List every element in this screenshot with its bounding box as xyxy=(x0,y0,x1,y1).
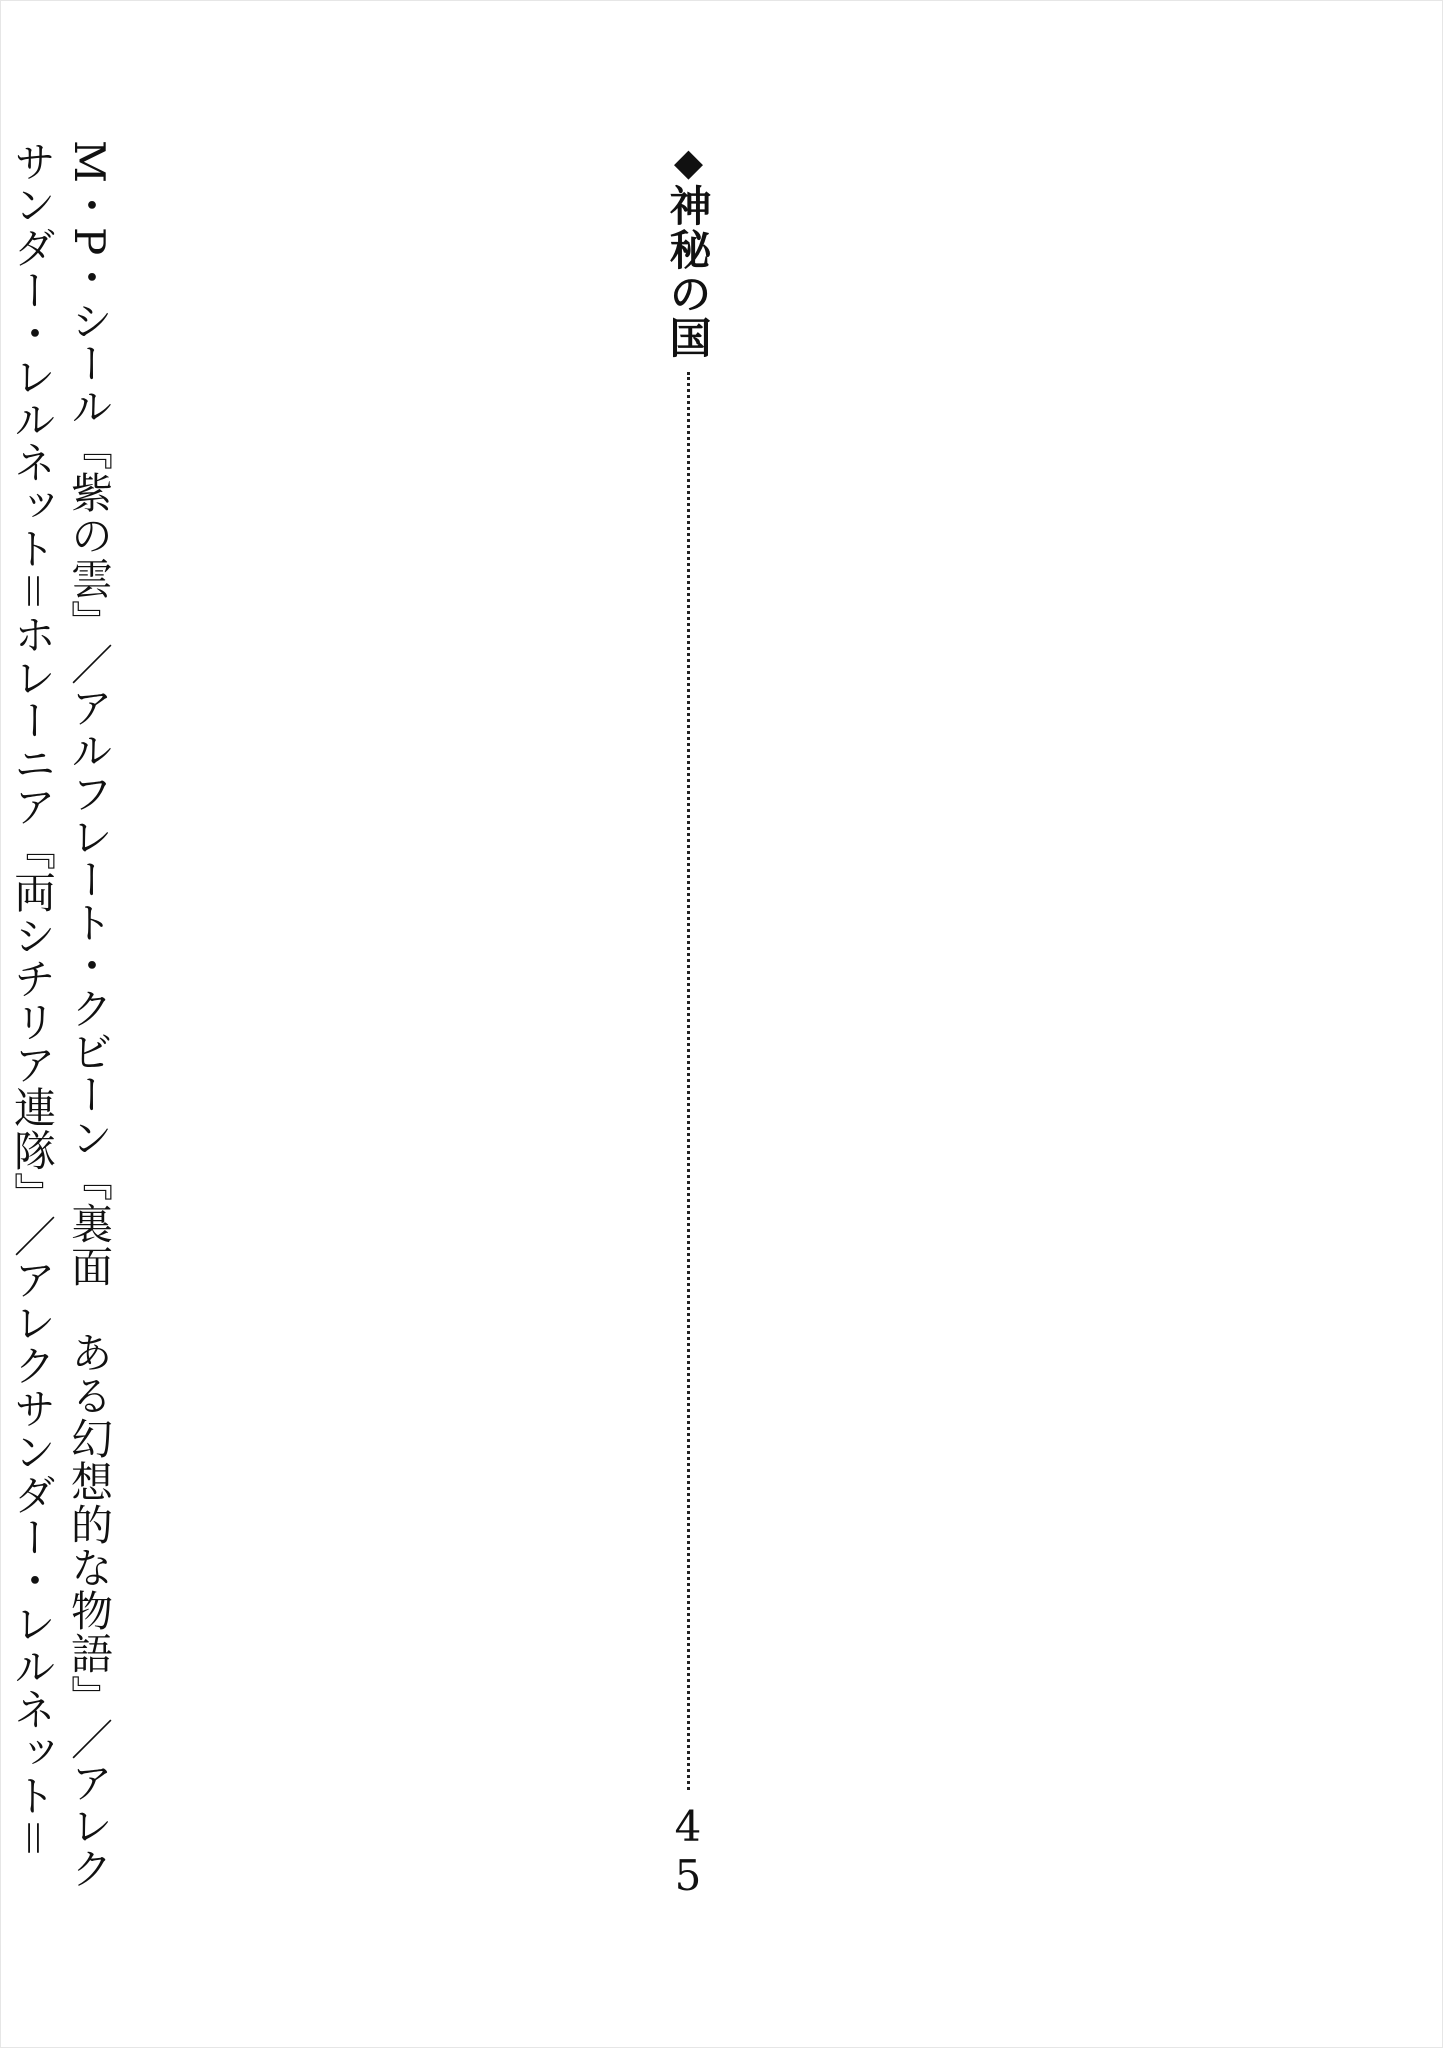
dot-leader xyxy=(687,372,690,1790)
section-heading xyxy=(118,140,1258,1900)
section-entries: M・P・シール『紫の雲』／アルフレート・クビーン『裏面 ある幻想的な物語』／アレクサンダー・レルネット＝ホレーニア『両シチリア連隊』／アレクサンダー・レルネット＝ xyxy=(8,140,114,1891)
section-mystic-land xyxy=(0,140,1258,1900)
table-of-contents xyxy=(0,140,1258,1900)
diamond-bullet-icon: ◆ xyxy=(666,140,711,184)
section-title: 神秘の国 xyxy=(663,184,713,360)
page-number: 45 xyxy=(663,1802,713,1900)
